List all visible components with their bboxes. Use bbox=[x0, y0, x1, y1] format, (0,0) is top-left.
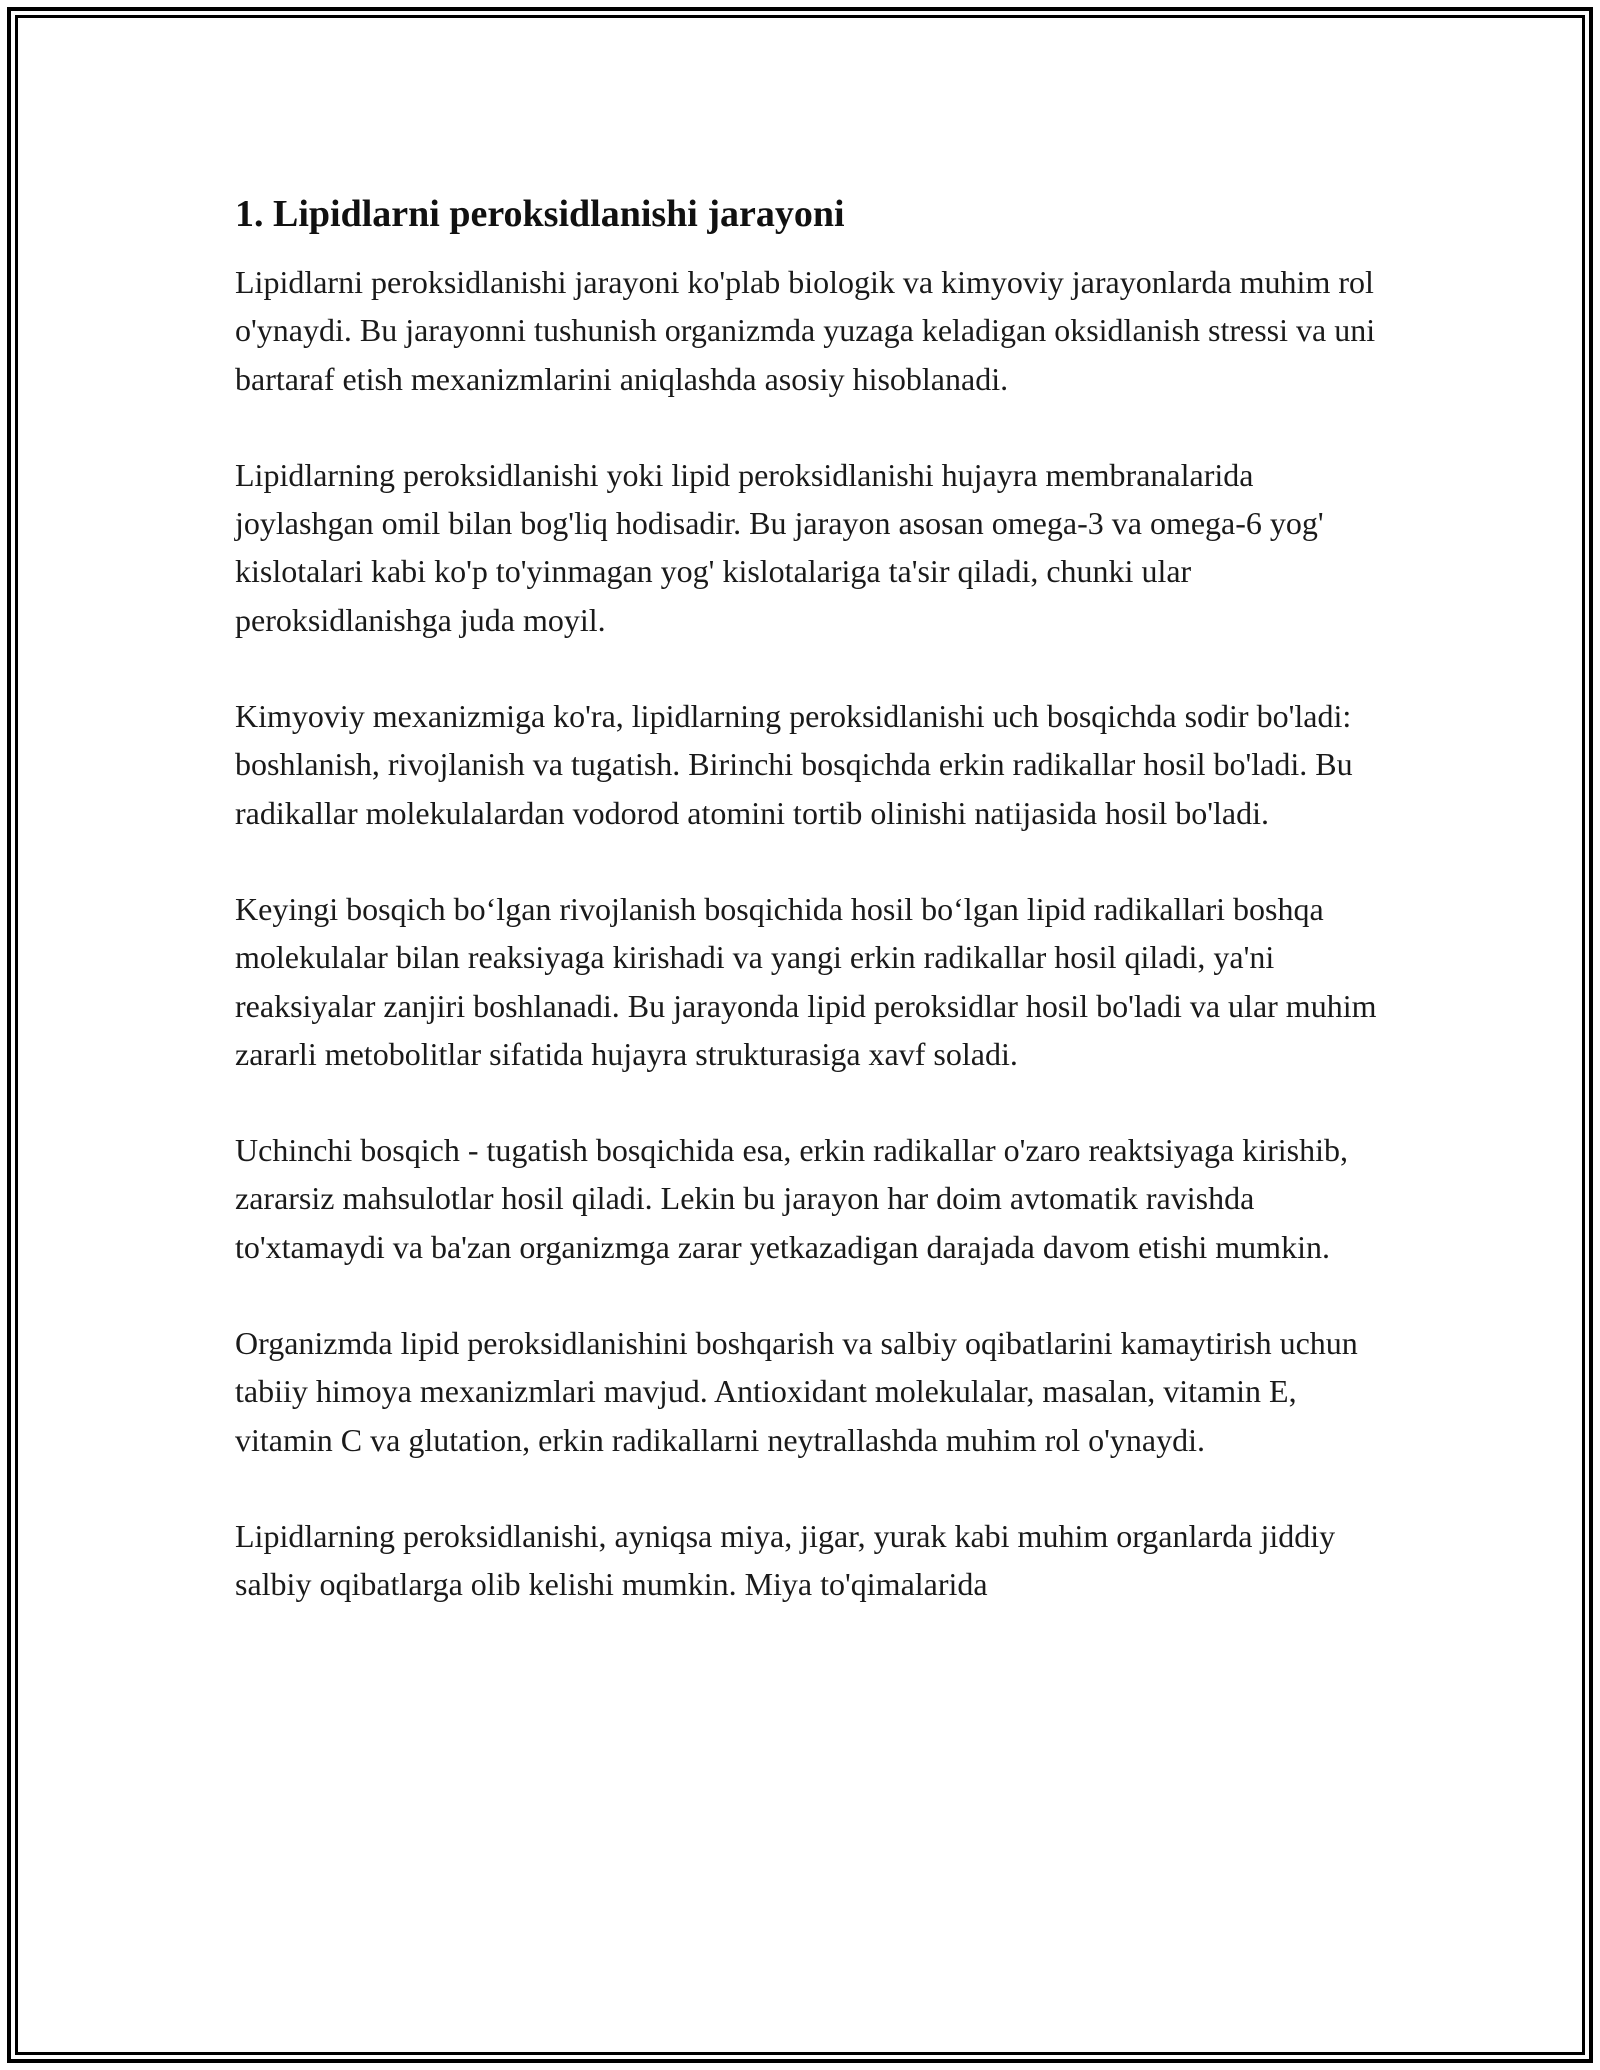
paragraph-termination: Uchinchi bosqich - tugatish bosqichida esa, erkin radikallar o'zaro reaktsiyaga kirishib, zararsiz mahsulotlar hosil qiladi. Lekin bu jarayon har doim avtomatik ravishda to'xtamaydi va ba'zan organizmga zarar yetkazadigan darajada davom etishi mumkin. bbox=[235, 1132, 1348, 1265]
paragraph-mechanism: Kimyoviy mexanizmiga ko'ra, lipidlarning peroksidlanishi uch bosqichda sodir bo'ladi: boshlanish, rivojlanish va tugatish. Birinchi bosqichda erkin radikallar hosil bo'ladi. Bu radikallar molekulalardan vodorod atomini tortib olinishi natijasida hosil bo'ladi. bbox=[235, 698, 1353, 831]
paragraph-antioxidants: Organizmda lipid peroksidlanishini boshqarish va salbiy oqibatlarini kamaytirish uchun tabiiy himoya mexanizmlari mavjud. Antioxidant molekulalar, masalan, vitamin E, vitamin C va glutation, erkin radikallarni neytrallashda muhim rol o'ynaydi. bbox=[235, 1325, 1358, 1458]
paragraph-definition: Lipidlarning peroksidlanishi yoki lipid peroksidlanishi hujayra membranalarida joylashgan omil bilan bog'liq hodisadir. Bu jarayon asosan omega-3 va omega-6 yog' kislotalari kabi ko'p to'yinmagan yog' kislotalariga ta'sir qiladi, chunki ular peroksidlanishga juda moyil. bbox=[235, 456, 1324, 638]
section-heading: 1. Lipidlarni peroksidlanishi jarayoni bbox=[235, 193, 845, 235]
document-body bbox=[235, 186, 1385, 1609]
paragraph-intro: Lipidlarni peroksidlanishi jarayoni ko'plab biologik va kimyoviy jarayonlarda muhim rol o'ynaydi. Bu jarayonni tushunish organizmda yuzaga keladigan oksidlanish stressi va uni bartaraf etish mexanizmlarini aniqlashda asosiy hisoblanadi. bbox=[235, 264, 1376, 397]
paragraph-organs: Lipidlarning peroksidlanishi, ayniqsa miya, jigar, yurak kabi muhim organlarda jiddiy salbiy oqibatlarga olib kelishi mumkin. Miya to'qimalarida bbox=[235, 1517, 1336, 1603]
paragraph-propagation: Keyingi bosqich bo‘lgan rivojlanish bosqichida hosil bo‘lgan lipid radikallari boshqa molekulalar bilan reaksiyaga kirishadi va yangi erkin radikallar hosil qiladi, ya'ni reaksiyalar zanjiri boshlanadi. Bu jarayonda lipid peroksidlar hosil bo'ladi va ular muhim zararli metobolitlar sifatida hujayra strukturasiga xavf soladi. bbox=[235, 890, 1377, 1072]
